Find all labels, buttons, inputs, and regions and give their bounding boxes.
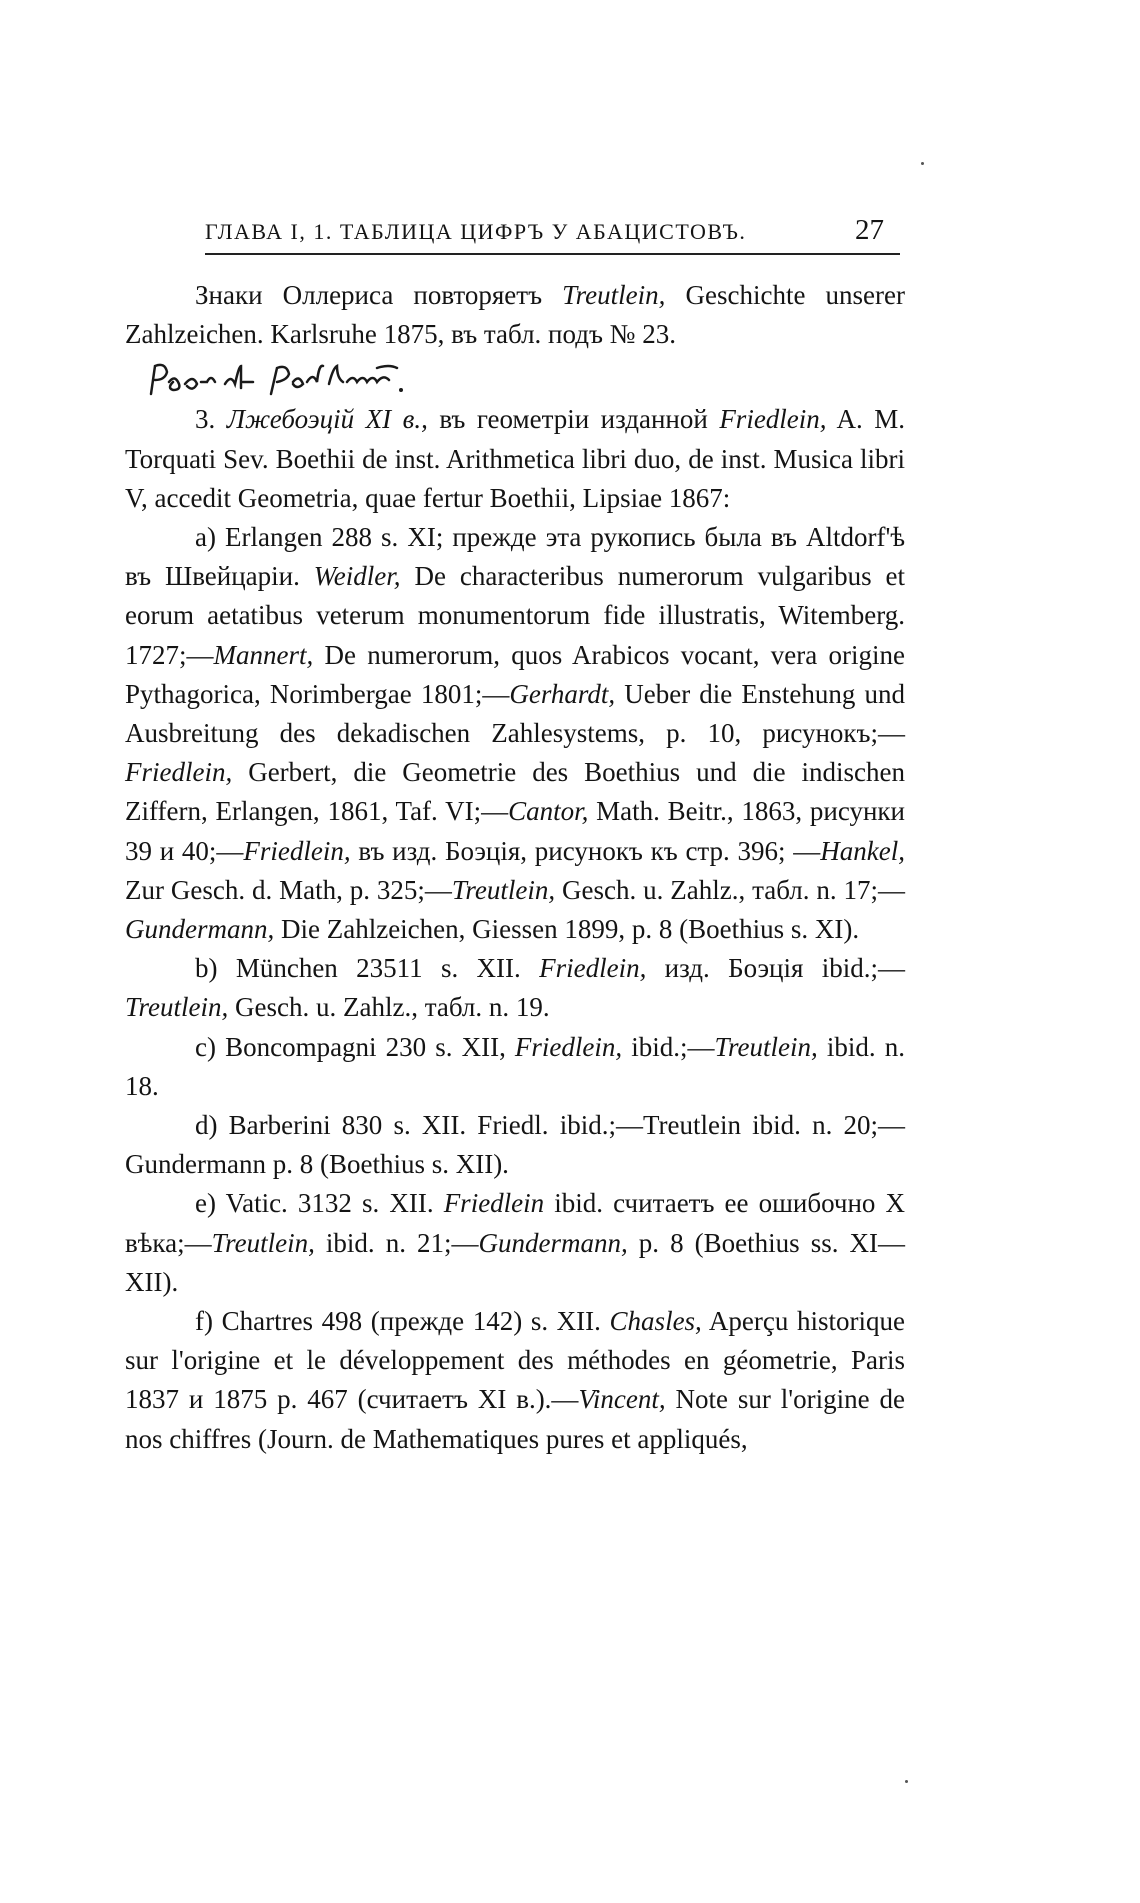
text-run: d) Barberini 830 s. XII. Friedl. ibid.;—Treutlein ibid. n. 20;—Gundermann p. 8 (Boethius s. XII). [125,1110,905,1180]
paragraph-pseudo-boethius [125,400,905,518]
text-run: Ueber die Enstehung und Ausbreitung des dekadischen Zahlesystems, p. 10, рисунокъ;— [125,678,905,749]
author-name: Friedlein, [719,404,827,435]
paragraph-b-munchen [125,949,905,1027]
text-run: A. M. Torquati Sev. Boethii de inst. Arithmetica libri duo, de inst. Musica libri V, accedit Geometria, quae fertur Boethii, Lipsiae 1867: [125,404,906,513]
paragraph-c-boncompagni [125,1028,905,1106]
running-header [205,205,900,255]
handwritten-annotation-line [125,354,905,400]
author-name: Gerhardt, [509,678,616,709]
text-run: e) Vatic. 3132 s. XII. [195,1188,444,1219]
text-run: f) Chartres 498 (прежде 142) s. XII. [195,1306,610,1337]
author-name: Hankel, [820,835,905,866]
handwriting-graphic [143,360,503,400]
chapter-title: ГЛАВА I, 1. ТАБЛИЦА ЦИФРЪ У АБАЦИСТОВЪ. [205,219,747,244]
handwritten-annotation [143,360,503,400]
page-number: 27 [855,214,884,246]
text-run: ibid. n. 18. [125,1031,905,1101]
text-run: Gesch. u. Zahlz., табл. n. 19. [228,992,550,1023]
author-name: Friedlein, [539,953,647,984]
text-run: Math. Beitr., 1863, рисунки 39 и 40;— [125,796,905,866]
italic-term: Лжебоэцій XI в., [226,404,428,435]
author-name: Friedlein [443,1188,545,1219]
author-name: Gundermann, [125,914,275,945]
author-name: Treutlein, [451,874,556,905]
author-name: Treutlein, [714,1031,818,1062]
text-run: De characteribus numerorum vulgaribus et eorum aetatibus veterum monumentorum fide illustratis, Witemberg. 1727;— [125,561,905,670]
author-name: Treutlein, [211,1227,315,1258]
text-run: ibid.;— [622,1031,715,1062]
author-name: Weidler, [313,561,401,592]
paragraph-d-barberini [125,1106,905,1184]
text-run: c) Boncompagni 230 s. XII, [195,1031,515,1062]
speck [921,162,924,165]
author-name: Friedlein, [514,1031,623,1062]
paragraph-e-vatic [125,1184,905,1302]
text-run: b) München 23511 s. XII. [195,953,540,984]
body-text [125,276,905,1459]
text-run: Знаки Оллериса повторяетъ [195,280,563,310]
text-run: De numerorum, quos Arabicos vocant, vera origine Pythagorica, Norimbergae 1801;— [125,639,905,709]
author-name: Chasles, [609,1306,702,1337]
author-name: Gundermann, [478,1227,628,1258]
text-run: изд. Боэція ibid.;— [646,953,905,984]
text-run: Geschichte unserer Zahlzeichen. Karlsruhe 1875, въ табл. подъ № 23. [125,280,906,350]
text-run: p. 8 (Boethius ss. XI—XII). [125,1227,905,1297]
author-name: Cantor, [508,796,589,827]
paragraph-f-chartres [125,1302,905,1459]
author-name: Vincent, [578,1384,666,1415]
speck [905,1780,908,1783]
text-run: a) Erlangen 288 s. XI; прежде эта рукопись была въ Altdorf'ѣ въ Швейцаріи. [125,522,905,592]
author-name: Mannert, [213,639,314,670]
paragraph-treutlein-note [125,276,905,354]
text-run: 3. [195,404,227,435]
author-name: Friedlein, [243,835,351,866]
text-run: Zur Gesch. d. Math, p. 325;— [125,874,452,905]
text-run: ibid. считаетъ ее ошибочно X вѣка;— [125,1188,906,1258]
paragraph-a-erlangen [125,518,905,949]
text-run: Note sur l'origine de nos chiffres (Journ. de Mathematiques pures et appliqués, [125,1384,906,1454]
author-name: Friedlein, [125,757,233,788]
author-name: Treutlein, [562,280,666,310]
author-name: Treutlein, [125,992,229,1023]
text-run: Gerbert, die Geometrie des Boethius und die indischen Ziffern, Erlangen, 1861, Taf. VI;— [125,757,905,827]
text-run: въ изд. Боэція, рисунокъ къ стр. 396; — [350,835,821,866]
text-run: Die Zahlzeichen, Giessen 1899, p. 8 (Boethius s. XI). [274,914,860,945]
text-run: Aperçu historique sur l'origine et le développement des méthodes en géometrie, Paris 1837 и 1875 p. 467 (считаетъ XI в.).— [125,1306,905,1415]
text-run: Gesch. u. Zahlz., табл. n. 17;— [555,874,905,905]
text-run: въ геометріи изданной [427,404,720,435]
text-run: ibid. n. 21;— [314,1227,479,1258]
